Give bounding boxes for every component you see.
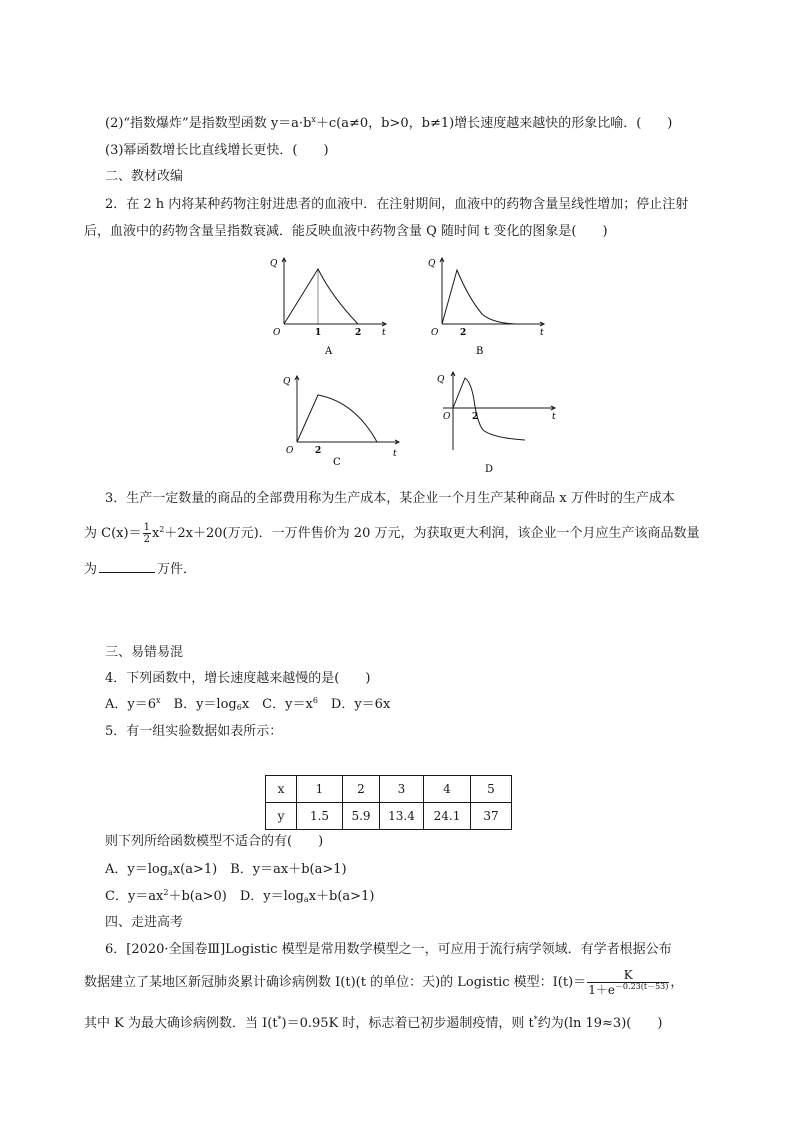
graph-c-label: C: [333, 457, 341, 468]
graph-d: [425, 370, 565, 480]
table-cell: 13.4: [380, 803, 424, 830]
q2-line1: 2．在 2 h 内将某种药物注射进患者的血液中．在注射期间，血液中的药物含量呈线性增加；停止注射: [105, 197, 689, 212]
graph-b-label: B: [476, 346, 484, 357]
graph-a-tick-2: 2: [355, 328, 362, 338]
graph-c-tick-2: 2: [315, 446, 322, 456]
q6-line3: 其中 K 为最大确诊病例数．当 I(t*)＝0.95K 时，标志着已初步遏制疫情，则 t*约为(ln 19≈3)( ): [84, 1015, 663, 1031]
q6-fraction: $\frac{K}{1+e^{-0.23(t-53)}}$: [588, 968, 669, 997]
q4-stem: 4．下列函数中，增长速度越来越慢的是( ): [105, 671, 371, 686]
graph-c: [275, 370, 405, 480]
graph-a: [262, 252, 392, 362]
graph-d-axis-y: Q: [437, 375, 445, 385]
table-cell: 2: [343, 776, 380, 803]
q5-options-ab: A．$y=\log_ax(a>1)$ B．y＝ax＋b(a>1): [105, 862, 347, 877]
graph-a-axis-y: Q: [270, 259, 278, 269]
table-cell: 3: [380, 776, 424, 803]
q6-line2: 数据建立了某地区新冠肺炎累计确诊病例数 I(t)(t 的单位：天)的 Logistic 模型：I(t)＝ $\frac{K}{1+e^{-0.23(t-53)}}$ ，: [84, 968, 684, 997]
section-title-4: 四、走进高考: [105, 915, 184, 930]
graph-b-tick-2: 2: [460, 328, 467, 338]
graph-d-axis-x: t: [552, 412, 556, 422]
q3-line3: 为 万件．: [84, 562, 197, 577]
graph-d-tick-2: 2: [472, 412, 479, 422]
graph-b-axis-y: Q: [428, 259, 436, 269]
graph-a-label: A: [325, 346, 333, 357]
table-cell: 5: [471, 776, 512, 803]
q4-options: A．$y=6^x$ B．$y=\log_6x$ C．$y=x^6$ D．y＝6x: [105, 696, 391, 712]
table-cell: 4: [424, 776, 471, 803]
graph-b-origin: O: [431, 328, 439, 338]
table-row: [266, 803, 512, 830]
table-cell: 1: [297, 776, 343, 803]
q2-line2: 后，血液中的药物含量呈指数衰减．能反映血液中药物含量 Q 随时间 t 变化的图象是( ): [84, 224, 608, 239]
table-cell: x: [266, 776, 297, 803]
graph-b: [420, 252, 550, 362]
graph-a-tick-1: 1: [315, 328, 322, 338]
q3-answer-blank[interactable]: [99, 560, 155, 573]
table-cell: 37: [471, 803, 512, 830]
q5-data-table: [265, 775, 512, 830]
section-title-2: 二、教材改编: [105, 169, 184, 184]
graph-d-origin: O: [443, 412, 451, 422]
table-cell: 5.9: [343, 803, 380, 830]
q5-stem: 5．有一组实验数据如表所示：: [105, 724, 283, 739]
q6-line1: 6．[2020·全国卷Ⅲ]Logistic 模型是常用数学模型之一，可应用于流行病学领域．有学者根据公布: [105, 942, 672, 957]
table-cell: 24.1: [424, 803, 471, 830]
graph-a-origin: O: [273, 328, 281, 338]
graph-c-origin: O: [286, 446, 294, 456]
section-title-3: 三、易错易混: [105, 645, 184, 660]
q1-item2: (2)“指数爆炸”是指数型函数 $y=a\cdot b^x+c(a\ne 0$，b>0，b≠1)增长速度越来越快的形象比喻．( ): [105, 115, 673, 131]
q5-ask: 则下列所给函数模型不适合的有( ): [105, 834, 324, 849]
q5-options-cd: C．$y=ax^2+b(a>0)$ D．$y=\log_ax+b(a>1)$: [105, 888, 375, 904]
q3-line2: 为 C(x)＝ $\frac{1}{2}$ $x^2+2x+20$(万元)．一万件售价为 20 万元，为获取更大利润，该企业一个月应生产该商品数量: [84, 522, 700, 545]
q3-line1: 3．生产一定数量的商品的全部费用称为生产成本，某企业一个月生产某种商品 x 万件时的生产成本: [105, 491, 675, 506]
graph-c-axis-x: t: [393, 449, 397, 459]
graph-c-axis-y: Q: [283, 377, 291, 387]
table-cell: 1.5: [297, 803, 343, 830]
graph-a-axis-x: t: [382, 328, 386, 338]
table-row: [266, 776, 512, 803]
graph-b-axis-x: t: [540, 328, 544, 338]
q3-fraction: $\frac{1}{2}$: [143, 522, 150, 545]
q1-item3: (3)幂函数增长比直线增长更快．( ): [105, 143, 329, 158]
table-cell: y: [266, 803, 297, 830]
graph-d-label: D: [485, 464, 494, 475]
